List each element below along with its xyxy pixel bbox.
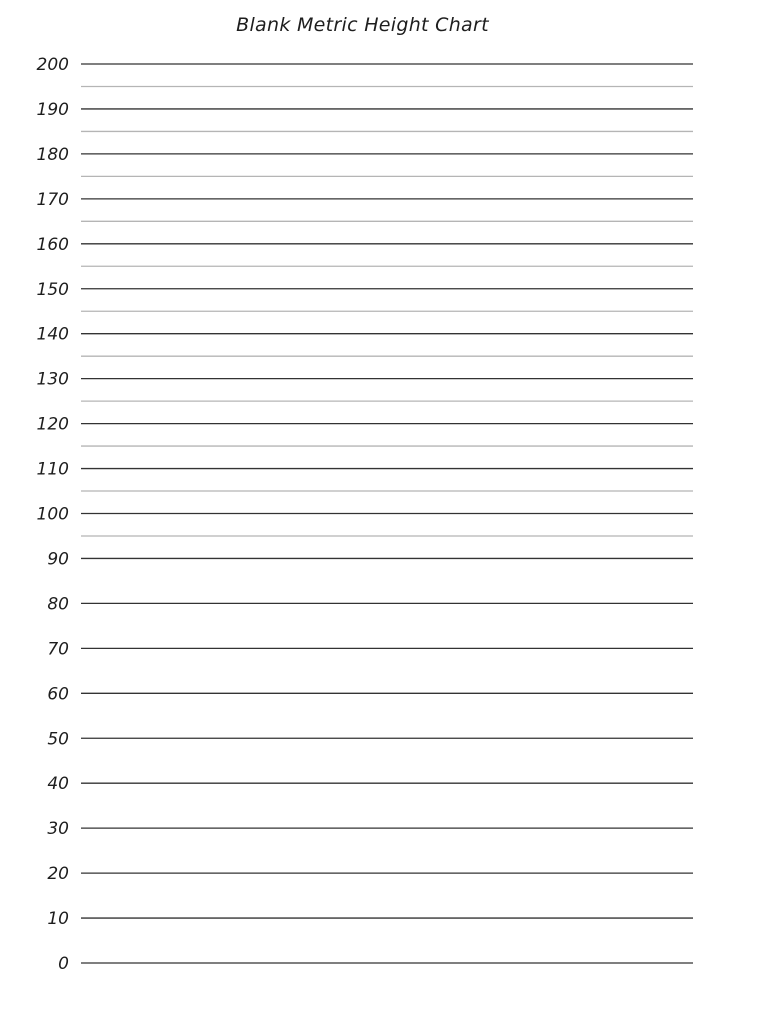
tick-label: 50: [47, 729, 69, 750]
tick-label: 140: [36, 324, 69, 345]
tick-label: 120: [36, 414, 69, 435]
tick-label: 60: [47, 684, 69, 705]
tick-label: 110: [36, 459, 69, 480]
tick-label: 0: [58, 954, 69, 974]
tick-label: 180: [36, 144, 69, 165]
tick-label: 90: [47, 549, 69, 570]
tick-label: 80: [47, 594, 69, 615]
tick-label: 170: [36, 189, 69, 210]
page-title: Blank Metric Height Chart: [236, 14, 489, 36]
tick-label: 160: [36, 234, 69, 255]
tick-label: 100: [36, 504, 69, 525]
tick-label: 10: [47, 909, 69, 930]
tick-label: 70: [47, 639, 69, 660]
tick-label: 40: [47, 774, 69, 795]
tick-label: 200: [36, 55, 69, 75]
tick-label: 130: [36, 369, 69, 390]
tick-label: 20: [47, 864, 69, 885]
tick-label: 150: [36, 279, 69, 300]
tick-label: 30: [47, 819, 69, 840]
tick-label: 190: [36, 99, 69, 120]
